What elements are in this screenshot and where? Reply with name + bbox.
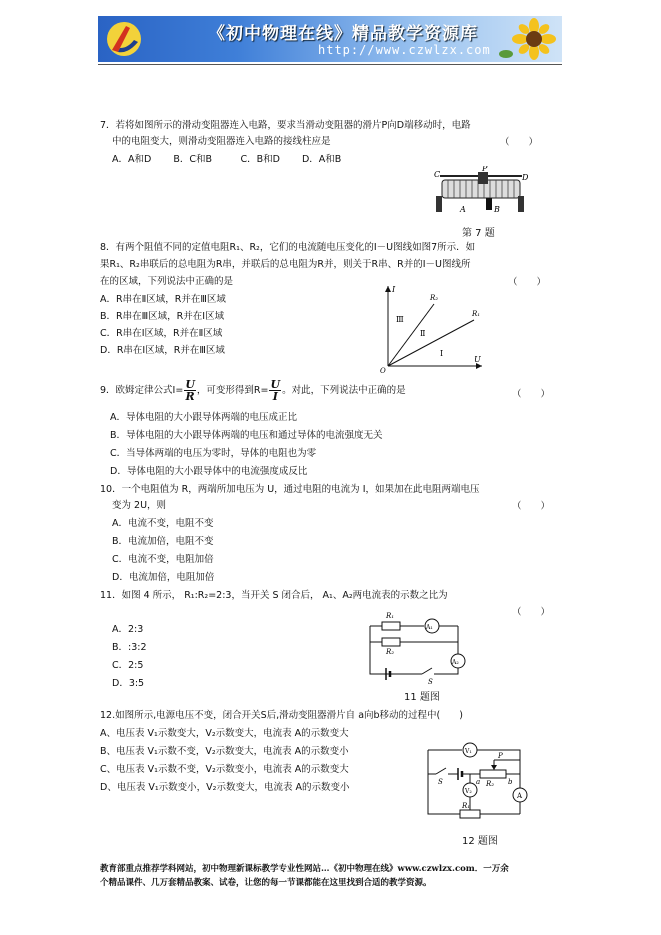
q7-label-c: C — [434, 170, 441, 179]
q9-fraction-ui — [269, 379, 281, 402]
q9-stem — [100, 378, 406, 404]
q8-answer-paren: （ ） — [508, 277, 547, 288]
q7-label-d: D — [522, 173, 529, 182]
header-banner — [98, 16, 562, 62]
sunflower-icon — [496, 18, 558, 60]
q11-figure-caption: 11 题图 — [404, 692, 440, 703]
q9-option-a: A．导体电阻的大小跟导体两端的电压成正比 — [110, 412, 297, 423]
q12-figure-caption: 12 题图 — [462, 836, 498, 847]
q9-frac2-den: I — [272, 390, 278, 403]
q12-s-label: S — [438, 778, 443, 786]
q10-option-c: C．电流不变，电阻加倍 — [112, 554, 214, 565]
q9-text-post: 。对此，下列说法中正确的是 — [282, 385, 406, 396]
q8-option-d: D．R串在Ⅰ区域，R并在Ⅲ区域 — [100, 345, 225, 356]
q9-text-mid: ，可变形得到R= — [196, 385, 269, 396]
q12-option-d: D、电压表 V₁示数变小，V₂示数变大，电流表 A的示数变小 — [100, 782, 350, 793]
q11-answer-paren: （ ） — [512, 607, 551, 618]
q9-fraction-ur — [184, 379, 196, 402]
q9-frac1-num: U — [185, 378, 195, 391]
q8-line3: 在的区域，下列说法中正确的是 — [100, 276, 234, 287]
q12-p-label: P — [498, 752, 503, 760]
q7-label-p: P — [482, 166, 488, 173]
q8-axis-i: I — [392, 285, 396, 294]
q7-figure-caption: 第 7 题 — [462, 228, 495, 239]
q8-option-b: B．R串在Ⅲ区域，R并在Ⅰ区域 — [100, 311, 225, 322]
q11-option-a: A．2:3 — [112, 624, 144, 635]
q12-line1: 12.如图所示,电源电压不变，闭合开关S后,滑动变阻器滑片自 a向b移动的过程中( ) — [100, 710, 463, 721]
q11-a1-label: A₁ — [426, 624, 433, 631]
q10-answer-paren: （ ） — [512, 501, 551, 512]
q9-option-b: B．导体电阻的大小跟导体两端的电压和通过导体的电流强度无关 — [110, 430, 383, 441]
q7-options: A．A和D B．C和B C．B和D D．A和B — [112, 154, 342, 165]
site-logo — [104, 20, 144, 58]
footer-note — [100, 862, 570, 890]
q8-line2: 果R₁、R₂串联后的总电阻为R串，并联后的总电阻为R并，则关于R串、R并的I－U图线所 — [100, 259, 471, 270]
q10-line2: 变为 2U，则 — [112, 500, 167, 511]
q12-circuit-diagram — [420, 740, 540, 822]
q12-option-b: B、电压表 V₁示数不变，V₂示数变大，电流表 A的示数变小 — [100, 746, 349, 757]
q8-zone-3: Ⅲ — [396, 315, 404, 324]
q8-r2-label: R₂ — [430, 294, 439, 302]
q12-ammeter-label: A — [517, 792, 523, 800]
q12-b-end-label: b — [508, 778, 513, 786]
header-url[interactable]: http://www.czwlzx.com — [318, 43, 491, 57]
q8-r1-label: R₁ — [472, 310, 481, 318]
q11-option-d: D．3:5 — [112, 678, 145, 689]
q11-r2-label: R₂ — [386, 648, 395, 656]
q11-s-label: S — [428, 678, 433, 686]
footer-line2: 个精品课件、几万套精品教案、试卷，让您的每一节课都能在这里找到合适的教学资源。 — [100, 878, 432, 888]
q9-option-c: C．当导体两端的电压为零时，导体的电阻也为零 — [110, 448, 317, 459]
q10-option-d: D．电流加倍，电阻加倍 — [112, 572, 215, 583]
q9-answer-paren: （ ） — [512, 389, 551, 400]
q9-option-d: D．导体电阻的大小跟导体中的电流强度成反比 — [110, 466, 308, 477]
q8-option-c: C．R串在Ⅰ区域，R并在Ⅱ区域 — [100, 328, 223, 339]
q11-a2-label: A₂ — [452, 659, 459, 666]
q8-option-a: A．R串在Ⅱ区域，R并在Ⅲ区域 — [100, 294, 226, 305]
q8-iu-graph — [374, 282, 486, 374]
q12-v2-label: V₂ — [465, 788, 472, 795]
q7-rheostat-figure — [430, 166, 530, 218]
footer-line1: 教育部重点推荐学科网站，初中物理新课标教学专业性网站…《初中物理在线》www.czwlzx.com．一万余 — [100, 864, 509, 874]
q7-line2: 中的电阻变大，则滑动变阻器连入电路的接线柱应是 — [112, 136, 331, 147]
q11-option-b: B．:3:2 — [112, 642, 147, 653]
q7-line1: 7．若将如图所示的滑动变阻器连入电路，要求当滑动变阻器的滑片P向D端移动时，电路 — [100, 120, 471, 131]
q8-axis-u: U — [474, 355, 481, 364]
q10-line1: 10．一个电阻值为 R，两端所加电压为 U，通过电阻的电流为 I，如果加在此电阻两端电压 — [100, 484, 480, 495]
q7-answer-paren: （ ） — [500, 137, 539, 148]
q11-circuit-diagram — [360, 608, 472, 686]
q7-label-b: B — [494, 205, 500, 214]
q12-option-a: A、电压表 V₁示数变大，V₂示数变大，电流表 A的示数变大 — [100, 728, 349, 739]
q12-r2-label: R₂ — [486, 780, 495, 788]
q11-line1: 11．如图 4 所示， R₁:R₂=2:3，当开关 S 闭合后， A₁、A₂两电流表的示数之比为 — [100, 590, 448, 601]
q9-frac2-num: U — [270, 378, 281, 391]
q10-option-b: B．电流加倍，电阻不变 — [112, 536, 214, 547]
q10-option-a: A．电流不变，电阻不变 — [112, 518, 214, 529]
q8-origin: O — [380, 367, 386, 374]
q8-line1: 8．有两个阻值不同的定值电阻R₁、R₂，它们的电流随电压变化的I－U图线如图7所示．如 — [100, 242, 476, 253]
q8-zone-2: Ⅱ — [420, 329, 426, 338]
q8-zone-1: Ⅰ — [440, 349, 444, 358]
header-rule — [98, 64, 562, 65]
q12-option-c: C、电压表 V₁示数不变，V₂示数变小，电流表 A的示数变大 — [100, 764, 349, 775]
header-title: 《初中物理在线》精品教学资源库 — [208, 24, 478, 44]
q12-a-end-label: a — [476, 778, 481, 786]
q11-option-c: C．2:5 — [112, 660, 144, 671]
q9-frac1-den: R — [185, 390, 195, 403]
q11-r1-label: R₁ — [386, 612, 395, 620]
q12-r1-label: R₁ — [462, 802, 471, 810]
q9-text-pre: 9．欧姆定律公式I= — [100, 385, 184, 396]
q12-v1-label: V₁ — [465, 748, 472, 755]
q7-label-a: A — [460, 205, 466, 214]
